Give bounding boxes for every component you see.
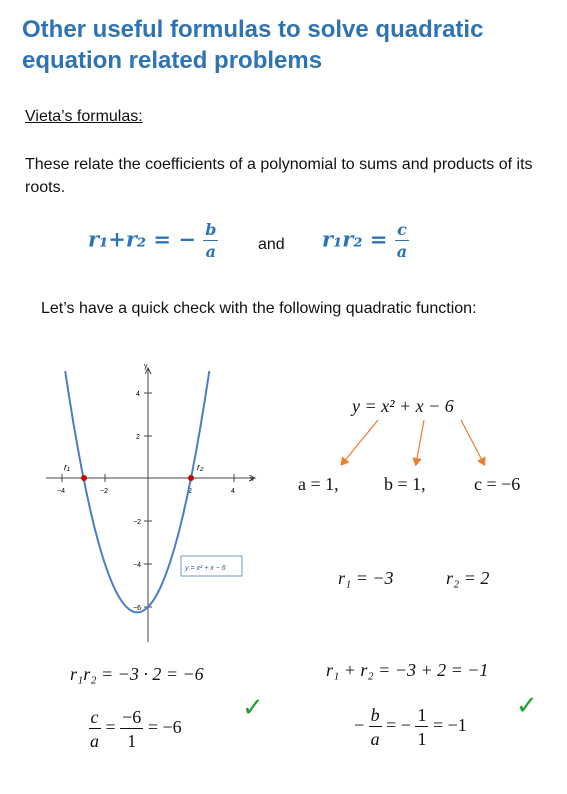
product-eq: = xyxy=(105,717,116,738)
page-title: Other useful formulas to solve quadratic equation related problems xyxy=(22,16,484,74)
vieta-product-lhs: r₁r₂ = xyxy=(322,226,388,252)
vieta-sum-formula xyxy=(88,222,218,260)
root-label-r2: r₂ xyxy=(197,462,204,472)
y-tick-label: −4 xyxy=(133,562,141,569)
vieta-product-denominator: a xyxy=(396,242,408,261)
vieta-sum-numerator: b xyxy=(205,220,217,239)
sum-frac-den: a xyxy=(370,729,380,749)
coefficient-c: c = −6 xyxy=(474,474,521,494)
sum-val-den: 1 xyxy=(417,729,427,749)
vieta-connector: and xyxy=(258,236,285,253)
sum-check-fraction xyxy=(354,706,467,748)
function-equation-text: y = x² + x − 6 xyxy=(352,396,454,416)
arrow-to-b xyxy=(416,420,424,464)
section-heading: Vieta’s formulas: xyxy=(25,108,143,125)
vieta-sum-lhs: r₁+r₂ = − xyxy=(88,226,196,252)
product-val-num: −6 xyxy=(122,707,142,727)
sum-eq: = − xyxy=(386,715,411,736)
product-frac-num: c xyxy=(90,707,99,727)
arrow-to-a xyxy=(342,420,378,464)
x-tick-label: 2 xyxy=(188,488,192,495)
parabola-graph xyxy=(40,360,270,650)
coefficient-arrows xyxy=(330,418,500,470)
root-point-r1 xyxy=(81,475,87,481)
coefficient-a: a = 1, xyxy=(298,474,339,494)
y-tick-label: 2 xyxy=(136,434,140,441)
product-frac-den: a xyxy=(90,731,99,751)
sum-result: = −1 xyxy=(432,715,467,736)
product-result: = −6 xyxy=(147,717,182,738)
sum-val-num: 1 xyxy=(417,705,427,725)
root-r1-value: r₁ = −3 xyxy=(338,568,394,588)
x-axis-label: x xyxy=(250,476,254,483)
check-intro: Let’s have a quick check with the following quadratic function: xyxy=(41,300,477,317)
sum-prefix: − xyxy=(354,715,365,736)
vieta-product-numerator: c xyxy=(397,220,407,239)
sum-frac-num: b xyxy=(370,705,380,725)
arrow-to-c xyxy=(461,420,484,464)
checkmark-icon: ✓ xyxy=(242,692,264,722)
root-point-r2 xyxy=(188,475,194,481)
root-r2-value: r₂ = 2 xyxy=(446,568,490,588)
y-tick-label: −2 xyxy=(133,519,141,526)
x-tick-label: −2 xyxy=(100,488,108,495)
vieta-product-formula xyxy=(322,222,409,260)
section-description: These relate the coefficients of a polynomial to sums and products of its roots. xyxy=(25,156,533,196)
x-tick-label: 4 xyxy=(231,488,235,495)
root-label-r1: r₁ xyxy=(64,462,70,472)
product-check-fraction xyxy=(88,708,182,750)
y-axis-label: y xyxy=(144,363,148,370)
y-tick-label: −6 xyxy=(133,605,141,612)
product-check-line: r₁r₂ = −3 · 2 = −6 xyxy=(70,664,204,684)
checkmark-icon: ✓ xyxy=(516,690,538,720)
vieta-sum-denominator: a xyxy=(205,242,217,261)
x-tick-label: −4 xyxy=(57,488,65,495)
product-val-den: 1 xyxy=(127,731,137,751)
function-equation xyxy=(352,396,454,417)
graph-legend: y = x² + x − 6 xyxy=(185,565,226,572)
y-tick-label: 4 xyxy=(136,391,140,398)
coefficient-b: b = 1, xyxy=(384,474,426,494)
sum-check-line: r₁ + r₂ = −3 + 2 = −1 xyxy=(326,660,489,680)
